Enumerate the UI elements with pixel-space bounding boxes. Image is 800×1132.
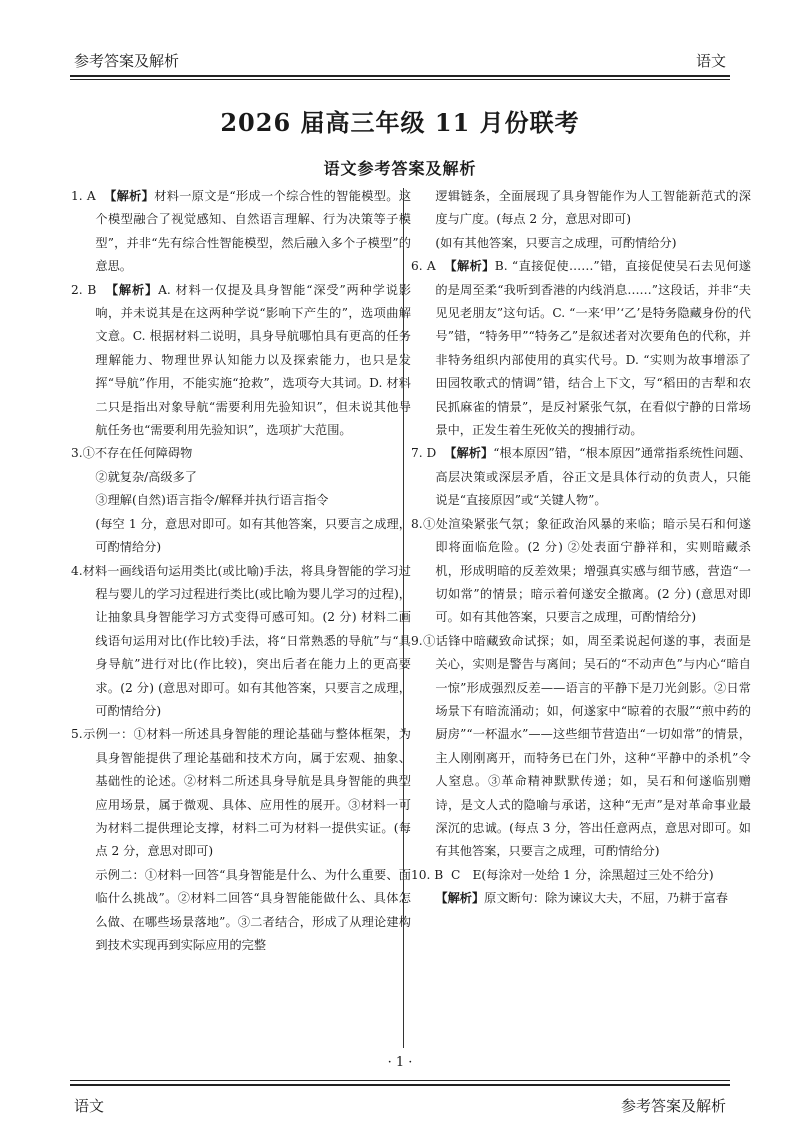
answer-2 [71,279,411,443]
answer-5-note: (如有其他答案，只要言之成理，可酌情给分) [435,235,677,250]
left-column [71,185,411,957]
answer-text: 材料一画线语句运用类比(或比喻)手法，将具身智能的学习过程与婴儿的学习过程进行类比(或比喻为婴儿学习的过程)，让抽象具身智能学习方式变得可感可知。(2 分) 材料二画线语句运用对比(作比较)手法，将“日常熟悉的导航”与“具身导航”进行对比(作比较)，突出后者在能力上的更高要求。(2 分) (意思对即可。如有其他答案，只要言之成理，可酌情给分) [82,563,411,718]
analysis-tag: 【解析】 [444,446,494,461]
question-number: 5. [71,727,83,742]
header-left-text: 参考答案及解析 [74,52,180,70]
question-number: 4. [71,563,83,578]
page-number: · 1 · [387,1055,413,1070]
answer-text: 材料一原文是“形成一个综合性的智能模型。这个模型融合了视觉感知、自然语言理解、行为决策等子模型”，并非“先有综合性智能模型，然后融入多个子模型”的意思。 [95,189,412,274]
question-number: 1. A [71,189,96,203]
answer-1 [71,185,411,279]
analysis-tag: 【解析】 [435,891,485,906]
answer-10-analysis [411,887,751,910]
answer-8 [411,513,751,630]
answer-text: B. “直接促使……”错，直接促使吴石去见何遂的是周至柔“我听到香港的内线消息……”这段话，并非“夫见见老朋友”这句话。C. “一来‘甲’‘乙’是特务隐藏身份的代号”错，“特务甲”“特务乙”是叙述者对次要角色的代称，并非特务组织内部使用的真实代号。D. “实则为故事增添了田园牧歌式的情调”错，结合上下文，写“稻田的吉犁和农民抓麻雀的情景”，是反衬紧张气氛，在看似宁静的日常场景中，正发生着生死攸关的搜捕行动。 [435,259,751,438]
header-rule [70,75,730,77]
answer-3 [71,442,411,465]
answer-text: ①话锋中暗藏致命试探；如，周至柔说起何遂的事，表面是关心，实则是警告与离间；吴石的“不动声色”与内心“暗自一惊”形成强烈反差——语言的平静下是刀光剑影。②日常场景下有暗流涌动；如，何遂家中“晾着的衣服”“煎中药的厨房”“一杯温水”——这些细节营造出“一切如常”的情景，主人刚刚离开，而特务已在门外，这种“平静中的杀机”令人窒息。③革命精神默默传递；如，吴石和何遂临别赠诗，是文人式的隐喻与承诺，这种“无声”是对革命事业最深沉的忠诚。(每点 3 分，答出任意两点，意思对即可。如有其他答案，只要言之成理，可酌情给分) [422,633,751,859]
answer-scoring: (每涂对一处给 1 分，涂黑超过三处不给分) [481,867,714,882]
column-divider [403,188,404,1048]
header-rule-thin [70,79,730,80]
question-number: 7. D [411,446,437,461]
answer-10 [411,864,751,887]
answer-text: 示例一：①材料一所述具身智能的理论基础与整体框架，为具身智能提供了理论基础和技术方向，属于宏观、抽象、基础性的论述。②材料二所述具身导航是具身智能的典型应用场景，属于微观、具体、应用性的展开。③材料一可为材料二提供理论支撑，材料二可为材料一提供实证。(每点 2 分，意思对即可) [82,727,411,859]
answer-line: ①不存在任何障碍物 [82,446,193,461]
footer-rule-thin [70,1080,730,1081]
page-title: 2026 届高三年级 11 月份联考 [220,108,580,137]
question-number: 8. [411,516,423,531]
answer-3-line-2: ②就复杂/高级多了 [95,469,197,484]
answer-text: 原文断句：除为谏议大夫，不屈，乃耕于富春 [484,891,728,906]
header-right-text: 语文 [695,52,726,70]
answer-options: C E [450,867,482,882]
question-number: 2. B [71,282,97,297]
footer-right-text: 参考答案及解析 [620,1097,726,1115]
answer-3-line-3: ③理解(自然)语言指令/解释并执行语言指令 [95,493,329,508]
answer-5 [71,723,411,863]
answer-text: A. 材料一仅提及具身智能“深受”两种学说影响，并未说其是在这两种学说“影响下产生的”，选项曲解文意。C. 根据材料二说明，具身导航哪怕具有更高的任务理解能力、物理世界认知能力以及探索能力，也只是发挥“导航”作用，不能实施“抢救”，选项夸大其词。D. 材料二只是指出对象导航“需要利用先验知识”，但未说其他导航任务也“需要利用先验知识”，选项扩大范围。 [95,282,412,438]
right-column [411,185,751,911]
question-number: 10. B [411,867,444,882]
answer-6 [411,255,751,442]
answer-text: ①处渲染紧张气氛；象征政治风暴的来临；暗示吴石和何遂即将面临危险。(2 分) ②处表面宁静祥和，实则暗藏杀机，形成明暗的反差效果；增强真实感与细节感，营造“一切如常”的情景；暗示着何遂安全撤离。(2 分) (意思对即可。如有其他答案，只要言之成理，可酌情给分) [422,516,751,625]
analysis-tag: 【解析】 [105,282,159,297]
page-header [70,50,730,72]
answer-9 [411,630,751,864]
answer-7 [411,442,751,512]
answer-3-note: (每空 1 分，意思对即可。如有其他答案，只要言之成理，可酌情给分) [95,516,411,555]
answer-text: “根本原因”错，“根本原因”通常指系统性问题、高层决策或深层矛盾，谷正文是具体行动的负责人，只能说是“直接原因”或“关键人物”。 [435,446,752,508]
analysis-tag: 【解析】 [104,189,155,203]
question-number: 6. A [411,259,436,274]
answer-4 [71,560,411,724]
question-number: 9. [411,633,423,648]
footer-left-text: 语文 [74,1097,105,1115]
footer-rule [70,1084,730,1086]
question-number: 3. [71,446,83,461]
answer-5-continued: 逻辑链条，全面展现了具身智能作为人工智能新范式的深度与广度。(每点 2 分，意思对即可) [435,189,751,227]
analysis-tag: 【解析】 [444,259,495,274]
page-footer [70,1095,730,1117]
answer-5-example-2: 示例二：①材料一回答“具身智能是什么、为什么重要、面临什么挑战”。②材料二回答“具身智能能做什么、具体怎么做、在哪些场景落地”。③二者结合，形成了从理论建构到技术实现再到实际应用的完整 [95,867,411,952]
page-subtitle: 语文参考答案及解析 [323,159,477,178]
